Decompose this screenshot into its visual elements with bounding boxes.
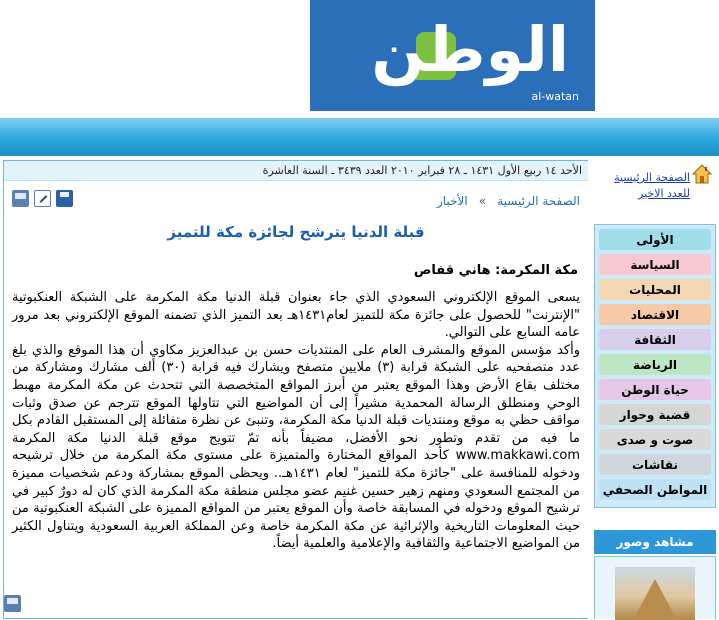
nav-item-sports[interactable]: الرياضة [599, 354, 711, 375]
article-toolbar [12, 190, 78, 211]
save-icon[interactable] [56, 190, 73, 207]
breadcrumb-home-link[interactable]: الصفحة الرئيسية [497, 194, 580, 208]
home-icon [692, 164, 712, 184]
breadcrumb-news-link[interactable]: الأخبار [437, 194, 468, 208]
article-paragraph: وأكد مؤسس الموقع والمشرف العام على المنتديات حسن بن عبدالعزيز مكاوي أن هذا الموقع والذي بلغ عدد متصفحيه على الشبكة قرابة (٣) ملايين متصفح ويشارك فيه قرابة (٣٠) ألف مشارك ومشاركة من مختلف بقاع الأرض وهذا الموقع يعتبر من أبرز المواقع المتخصصة التي تتحدث عن مكة المكرمة مهبط الوحي ومنطلق الرسالة المحمدية مشيراً إلى أن المواضيع التي تتاولها الموقع تترجم عن صدق وثبات مواقف حظي به موقع ومنتديات قبلة الدنيا مكة المكرمة، وتنبئ عن نظرة متفائلة إلى المستقبل القادم بكل ما فيه من تقدم وتطور نحو الأفضل، مضيفاً بأنه تمّ تتويج موقع قبلة الدنيا مكة المكرمة www.makkawi.com كأحد المواقع المختارة والمتميزة على مستوى مكة المكرمة من خلال ترشيحه ودخوله للمنافسة على "جائزة مكة للتميز" لعام ١٤٣١هـ.. ويحظى الموقع بمشاركة ودعم شخصيات مميزة من المجتمع السعودي ومنهم زهير حسين غنيم عضو مجلس منطقة مكة المكرمة الذي كان له دورٌ كبير في ترشيح الموقع ودخوله في المسابقة خاصة وأن الموقع يعتبر من المواقع المميزة على الشبكة العنكبوتية من حيث المعلومات التاريخية والإثرائية عن مكة المكرمة خاصة وعن المملكة العربية السعودية ويتناول الكثير من المواضيع الاجتماعية والثقافية والإعلامية والعلمية أيضاً. [12, 342, 580, 552]
photo-thumbnail-box [594, 556, 716, 619]
breadcrumb [12, 190, 580, 210]
nav-item-citizen-journalist[interactable]: المواطن الصحفي [599, 479, 711, 500]
top-navigation-bar [0, 118, 719, 156]
article-body [12, 289, 580, 553]
latest-issue-home-label[interactable]: الصفحة الرئيسية للعدد الاخير [614, 171, 690, 200]
photos-section-header: مشاهد وصور [594, 530, 716, 554]
latest-issue-home-link[interactable] [594, 162, 712, 216]
nav-item-culture[interactable]: الثقافة [599, 329, 711, 350]
breadcrumb-separator: » [478, 194, 487, 208]
bottom-toolbar [4, 595, 26, 616]
edit-icon[interactable] [34, 190, 51, 207]
nav-item-local[interactable]: المحليات [599, 279, 711, 300]
article-byline: مكة المكرمة: هاني قفاص [413, 263, 578, 278]
nav-item-watan-life[interactable]: حياة الوطن [599, 379, 711, 400]
site-logo[interactable] [310, 0, 595, 111]
article-panel [3, 160, 588, 619]
issue-date-bar: الأحد ١٤ ربيع الأول ١٤٣١ ـ ٢٨ فبراير ٢٠١٠ العدد ٣٤٣٩ ـ السنة العاشرة [4, 161, 588, 181]
sidebar [591, 156, 719, 619]
nav-item-voice-echo[interactable]: صوت و صدى [599, 429, 711, 450]
article-title: قبلة الدنيا يترشح لجائزة مكة للتميز [167, 223, 425, 241]
sections-menu [594, 224, 716, 508]
print-icon[interactable] [12, 190, 29, 207]
article-paragraph: يسعى الموقع الإلكتروني السعودي الذي جاء بعنوان قبلة الدنيا مكة المكرمة على الشبكة العنكبوتية "الإنترنت" للحصول على جائزة مكة للتميز لعام١٤٣١هـ بعد التميز الذي تضمنه الموقع الإلكتروني بعد مرور عامه السابع على التوالي. [12, 290, 580, 341]
nav-item-discussions[interactable]: نقاشات [599, 454, 711, 475]
logo-arabic-text: الوطن [371, 13, 569, 86]
nav-item-politics[interactable]: السياسة [599, 254, 711, 275]
logo-latin-text: al-watan [531, 90, 579, 103]
print-icon[interactable] [4, 595, 21, 612]
nav-item-issue-dialogue[interactable]: قضية وحوار [599, 404, 711, 425]
nav-item-economy[interactable]: الاقتصاد [599, 304, 711, 325]
nav-item-front-page[interactable]: الأولى [599, 229, 711, 250]
photo-thumbnail[interactable] [615, 567, 695, 620]
